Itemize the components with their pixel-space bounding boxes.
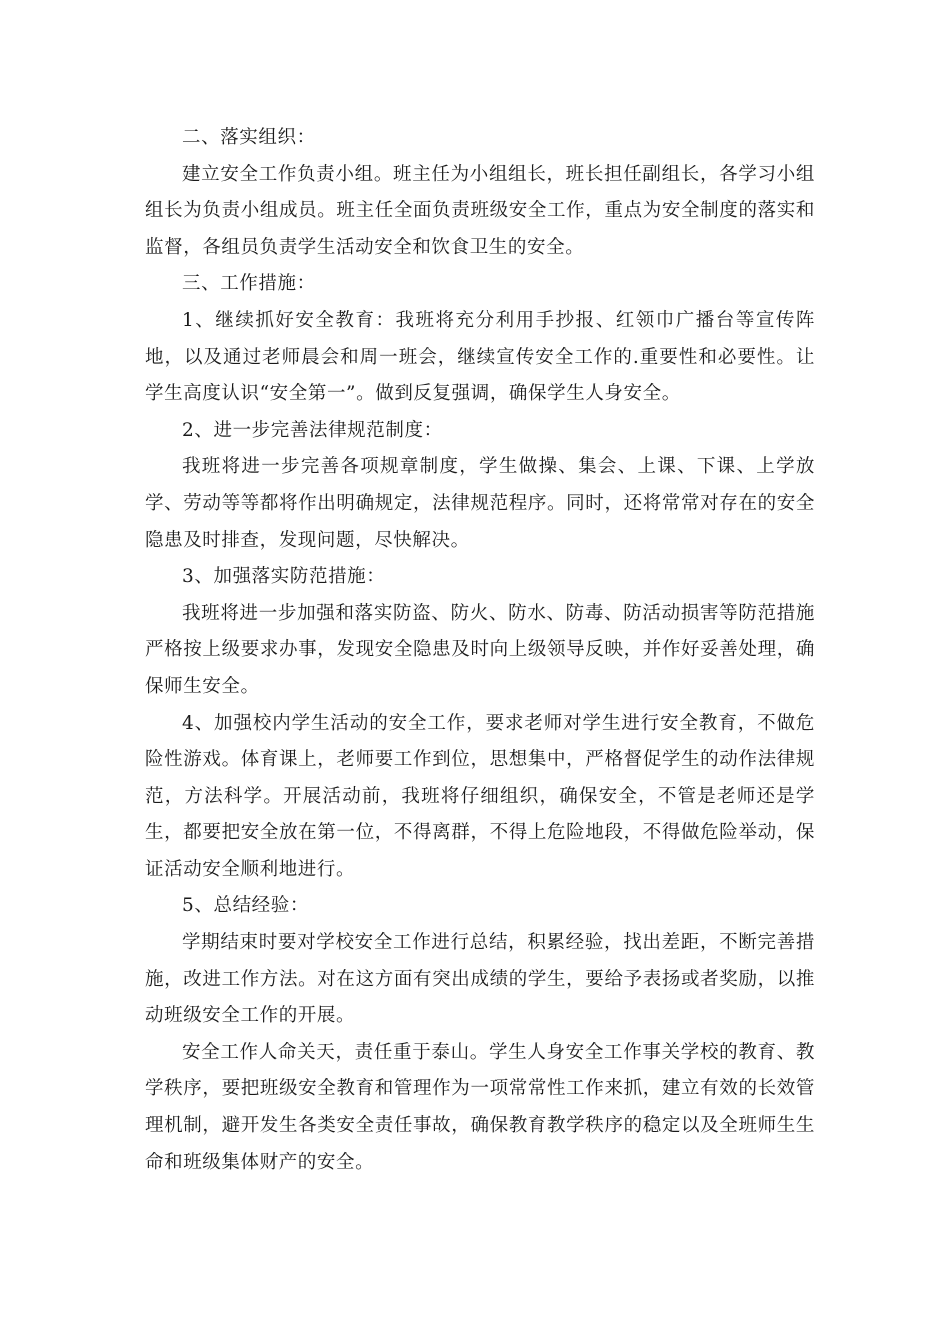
- paragraph-summary: 学期结束时要对学校安全工作进行总结，积累经验，找出差距，不断完善措施，改进工作方法。对在这方面有突出成绩的学生，要给予表扬或者奖励，以推动班级安全工作的开展。: [145, 932, 815, 1027]
- paragraph-prevention: 我班将进一步加强和落实防盗、防火、防水、防毒、防活动损害等防范措施严格按上级要求办事，发现安全隐患及时向上级领导反映，并作好妥善处理，确保师生安全。: [145, 602, 815, 697]
- subheading-rules: 2、进一步完善法律规范制度：: [182, 419, 443, 441]
- paragraph-activity-safety: 4、加强校内学生活动的安全工作，要求老师对学生进行安全教育，不做危险性游戏。体育课上，老师要工作到位，思想集中，严格督促学生的动作法律规范，方法科学。开展活动前，我班将仔细组织，确保安全，不管是老师还是学生，都要把安全放在第一位，不得离群，不得上危险地段，不得做危险举动，保证活动安全顺利地进行。: [145, 712, 815, 880]
- paragraph-conclusion: 安全工作人命关天，责任重于泰山。学生人身安全工作事关学校的教育、教学秩序，要把班级安全教育和管理作为一项常常性工作来抓，建立有效的长效管理机制，避开发生各类安全责任事故，确保教育教学秩序的稳定以及全班师生生命和班级集体财产的安全。: [145, 1041, 815, 1173]
- section-heading-organization: 二、落实组织：: [182, 127, 316, 148]
- document-body: [145, 120, 815, 1181]
- paragraph-safety-education: 1、继续抓好安全教育：我班将充分利用手抄报、红领巾广播台等宣传阵地，以及通过老师晨会和周一班会，继续宣传安全工作的.重要性和必要性。让学生高度认识“安全第一”。做到反复强调，确保学生人身安全。: [145, 309, 815, 405]
- section-heading-measures: 三、工作措施：: [182, 273, 316, 295]
- paragraph-rules: 我班将进一步完善各项规章制度，学生做操、集会、上课、下课、上学放学、劳动等等都将作出明确规定，法律规范程序。同时，还将常常对存在的安全隐患及时排查，发现问题，尽快解决。: [145, 456, 815, 551]
- subheading-summary: 5、总结经验：: [182, 895, 309, 917]
- subheading-prevention: 3、加强落实防范措施：: [182, 566, 386, 588]
- paragraph-safety-group: 建立安全工作负责小组。班主任为小组组长，班长担任副组长，各学习小组组长为负责小组成员。班主任全面负责班级安全工作，重点为安全制度的落实和监督，各组员负责学生活动安全和饮食卫生的安全。: [145, 163, 815, 258]
